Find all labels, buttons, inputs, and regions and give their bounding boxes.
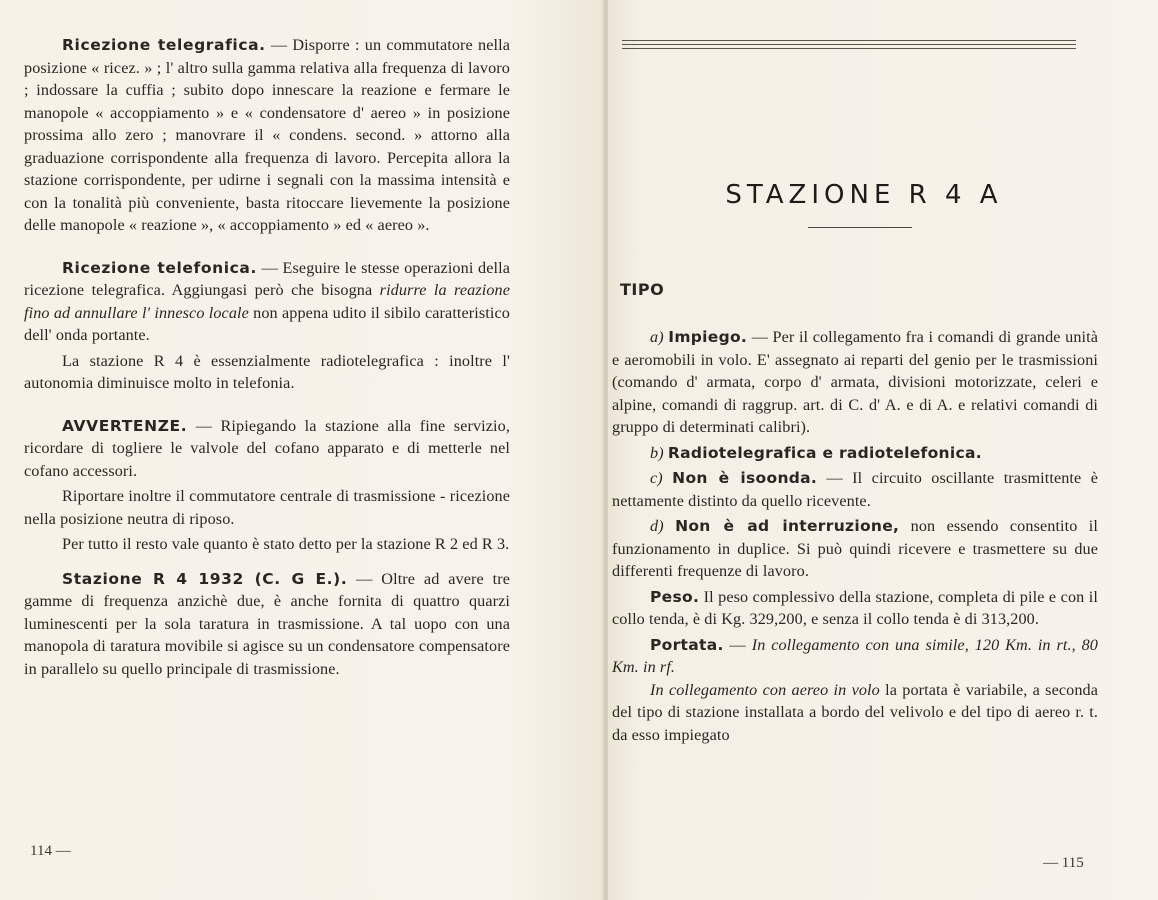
heading-peso: Peso. [650,587,700,606]
item-label: b) [650,443,664,462]
heading-avvertenze: AVVERTENZE. [62,416,188,435]
paragraph-avvertenze [24,415,510,483]
paragraph-text: — Eseguire le stesse operazioni della ricezione telegrafica. Aggiungasi però che bisogna [24,258,510,299]
heading-isoonda: Non è isoonda. [672,469,818,487]
paragraph-collegamento-aereo [612,679,1098,747]
paragraph-impiego [612,326,1098,439]
item-label: d) [650,517,664,535]
paragraph-text: — [729,635,746,654]
right-page-text [612,326,1098,746]
paragraph-stazione-r4-1932 [24,568,510,681]
heading-ricezione-telefonica: Ricezione telefonica. [62,258,257,277]
paragraph-ricezione-telegrafica [24,34,510,237]
item-label: a) [650,328,664,346]
rule-line [622,40,1076,41]
heading-stazione-r4-1932: Stazione R 4 1932 (C. G E.). [62,569,348,588]
paragraph-radiotelegrafica [612,442,1098,465]
rule-line [622,44,1076,45]
paragraph-ricezione-telefonica [24,257,510,347]
item-label: c) [650,469,663,487]
paragraph-text: Per tutto il resto vale quanto è stato detto per la stazione R 2 ed R 3. [62,535,510,553]
italic-text: In collegamento con una simile, 120 Km. in rt., 80 Km. in rf. [612,635,1098,676]
paragraph-interruzione [612,515,1098,583]
paragraph-text: — Per il collegamento fra i comandi di grande unità e aeromobili in volo. E' assegnato ai reparti del genio per le trasmissioni (comando d' armata, corpo d' armata, divisioni motorizzate, celeri e alpine, comandi di raggrup. art. di C. d' A. e di A. e relativi comandi di gruppo di determinati calibri). [612,328,1098,436]
heading-radiotelegrafica: Radiotelegrafica e radiotelefonica. [667,443,982,462]
paragraph-peso [612,586,1098,631]
paragraph-text: — Il circuito oscillante trasmittente è nettamente distinto da quello ricevente. [612,469,1098,510]
heading-impiego: Impiego. [668,328,748,346]
page-title: STAZIONE R 4 A [725,180,1003,210]
section-heading-tipo: TIPO [620,280,665,299]
paragraph-text: — Disporre : un commutatore nella posizione « ricez. » ; l' altro sulla gamma relativa alla frequenza di lavoro ; indossare la cuffia ; subito dopo innescare la reazione e fermare le manopole « accoppiamento » e « condensatore d' aereo » in posizione prossima allo zero ; manovrare il « condens. second. » attorno alla graduazione corrispondente alla frequenza di lavoro. Percepita allora la stazione corrispondente, per udirne i segnali con la massima intensità e con la tonalità più conveniente, basta ritoccare lievemente la posizione delle manopole « reazione », « accoppiamento » ed « aereo ». [24,36,510,234]
italic-text: In collegamento con aereo in volo [650,680,880,699]
paragraph-text: — Ripiegando la stazione alla fine servizio, ricordare di togliere le valvole del cofano apparato e di metterle nel cofano accessori. [24,416,510,480]
title-underline [808,227,912,228]
heading-interruzione: Non è ad interruzione, [675,517,900,535]
paragraph-text: la portata è variabile, a seconda del tipo di stazione installata a bordo del velivolo e del tipo di aereo r. t. da esso impiegato [612,680,1098,744]
paragraph-text: Riportare inoltre il commutatore centrale di trasmissione - ricezione nella posizione neutra di riposo. [24,487,510,528]
paragraph-text: Il peso complessivo della stazione, completa di pile e con il collo tenda, è di Kg. 329,200, e senza il collo tenda è di 313,200. [612,587,1098,628]
page-number-right: — 115 [1043,855,1084,871]
paragraph-text: La stazione R 4 è essenzialmente radiotelegrafica : inoltre l' autonomia diminuisce molto in telefonia. [24,351,510,392]
header-rules [622,40,1076,52]
heading-ricezione-telegrafica: Ricezione telegrafica. [62,36,266,54]
paragraph-isoonda [612,467,1098,512]
italic-text: ridurre la reazione fino ad annullare l' innesco locale [24,281,510,322]
heading-portata: Portata. [650,635,724,654]
paragraph-text: non appena udito il sibilo caratteristico dell' onda portante. [24,303,510,344]
paragraph-text: — Oltre ad avere tre gamme di frequenza anzichè due, è anche fornita di quattro quarzi luminescenti per la sola taratura in trasmissione. A tal uopo con una manopola di taratura movibile si agisce su un condensatore compensatore in parallelo su quello principale di trasmissione. [24,569,510,678]
left-page-text [24,34,510,680]
paragraph-text: non essendo consentito il funzionamento in duplice. Si può quindi ricevere e trasmettere su due differenti frequenze di lavoro. [612,517,1098,580]
page-number-left: 114 — [30,843,71,859]
paragraph-portata [612,634,1098,679]
rule-line [622,48,1076,49]
